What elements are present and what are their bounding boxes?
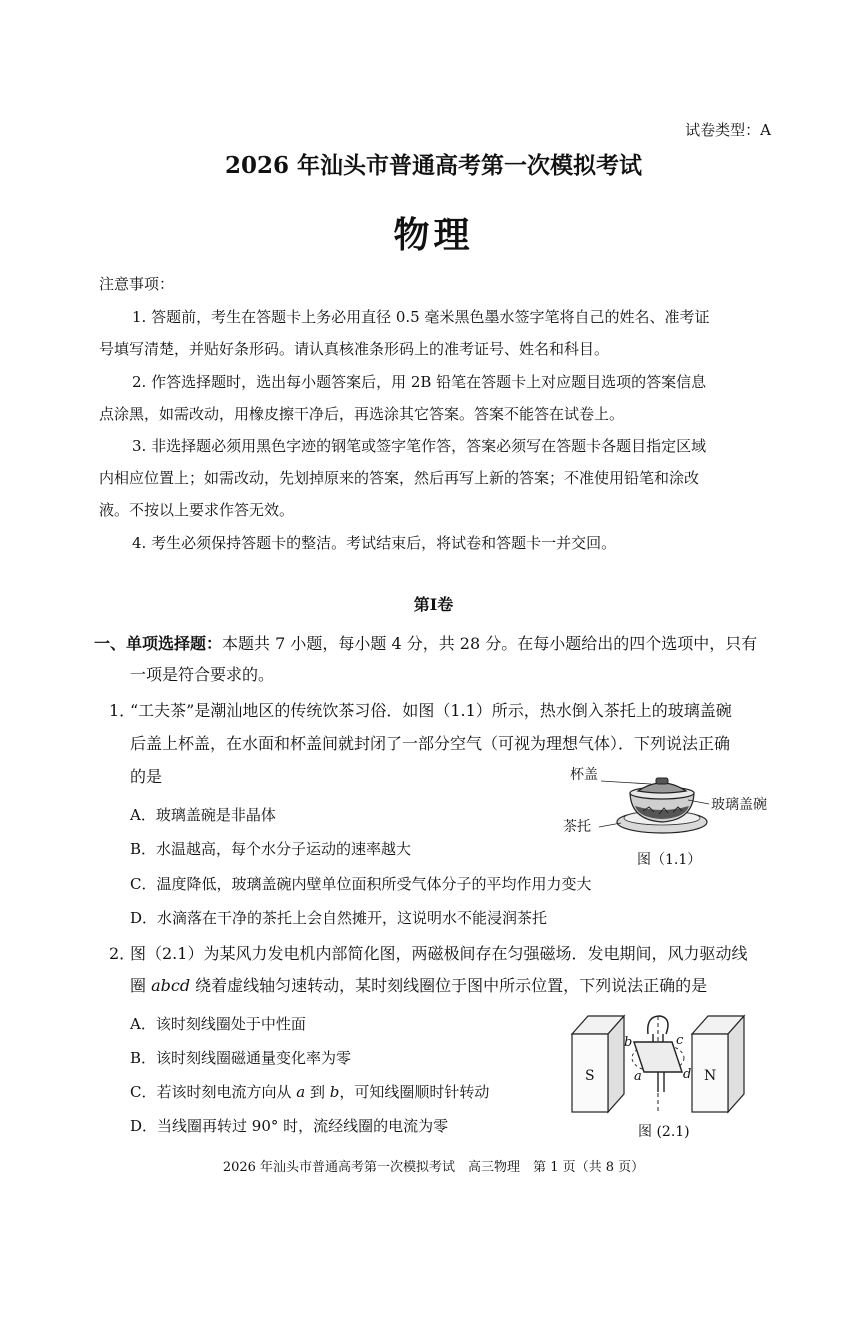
q2-coil-name: abcd: [151, 976, 191, 995]
paper-type: 试卷类型：A: [685, 121, 771, 139]
pole-n-label: N: [704, 1068, 717, 1084]
pole-s-block: [572, 1016, 624, 1112]
q2-option-d: D．当线圈再转过 90° 时，流经线圈的电流为零: [130, 1117, 449, 1135]
notice-heading: 注意事项：: [99, 275, 175, 293]
section-title: 第Ⅰ卷: [413, 595, 454, 614]
part1-heading: [94, 631, 757, 654]
q1-stem-line-3: 的是: [130, 767, 163, 786]
coil-label-a: a: [634, 1069, 642, 1084]
q2-stem-line-2-end: 绕着虚线轴匀速转动，某时刻线圈位于图中所示位置，下列说法正确的是: [190, 976, 708, 995]
pole-n-block: [692, 1016, 744, 1112]
q1-stem-line-1: “工夫茶”是潮汕地区的传统饮茶习俗．如图（1.1）所示，热水倒入茶托上的玻璃盖碗: [130, 701, 732, 720]
q2-option-c-b: b: [329, 1083, 340, 1101]
q2-option-c-end: ，可知线圈顺时针转动: [339, 1083, 490, 1101]
figure-2-1-caption: 图 (2.1): [638, 1124, 690, 1140]
q1-number: 1．: [109, 701, 136, 720]
part1-label: 一、单项选择题：: [94, 634, 223, 653]
subject-title: 物理: [393, 214, 474, 256]
notice-item-2-line-1: 2. 作答选择题时，选出每小题答案后，用 2B 铅笔在答题卡上对应题目选项的答案信息: [132, 373, 707, 391]
q2-stem-line-2-start: 圈: [130, 976, 152, 995]
q2-stem-line-1: 图（2.1）为某风力发电机内部简化图，两磁极间存在匀强磁场．发电期间，风力驱动线: [130, 944, 748, 963]
notice-item-3-line-1: 3. 非选择题必须用黑色字迹的钢笔或签字笔作答，答案必须写在答题卡各题目指定区域: [132, 437, 707, 455]
notice-item-3-line-2: 内相应位置上；如需改动，先划掉原来的答案，然后再写上新的答案；不准使用铅笔和涂改: [99, 469, 700, 487]
exam-title: 2026 年汕头市普通高考第一次模拟考试: [224, 152, 643, 179]
part1-line-2: 一项是符合要求的。: [130, 665, 275, 684]
notice-item-2-line-2: 点涂黑，如需改动，用橡皮擦干净后，再选涂其它答案。答案不能答在试卷上。: [99, 405, 625, 423]
notice-item-3-line-3: 液。不按以上要求作答无效。: [99, 501, 295, 519]
q2-stem-line-2: [130, 973, 707, 996]
part1-line-1: 本题共 7 小题，每小题 4 分，共 28 分。在每小题给出的四个选项中，只有: [222, 634, 758, 653]
q1-stem-line-2: 后盖上杯盖，在水面和杯盖间就封闭了一部分空气（可视为理想气体）．下列说法正确: [130, 734, 731, 753]
notice-item-1-line-1: 1. 答题前，考生在答题卡上务必用直径 0.5 毫米黑色墨水签字笔将自己的姓名、准考证: [132, 308, 710, 326]
figure-2-1: [568, 1008, 753, 1143]
q2-option-c-start: C．若该时刻电流方向从: [130, 1083, 297, 1101]
page-footer: 2026 年汕头市普通高考第一次模拟考试 高三物理 第 1 页（共 8 页）: [222, 1160, 645, 1175]
q2-option-c-mid: 到: [305, 1083, 330, 1101]
figure-1-1-caption: 图（1.1）: [637, 852, 702, 868]
pole-s-label: S: [585, 1068, 595, 1084]
notice-item-1-line-2: 号填写清楚，并贴好条形码。请认真核准条形码上的准考证号、姓名和科目。: [99, 340, 610, 358]
q2-option-c-a: a: [296, 1083, 306, 1101]
q2-option-c: [130, 1081, 489, 1102]
q1-option-a: A．玻璃盖碗是非晶体: [130, 806, 276, 824]
label-glass-bowl: 玻璃盖碗: [711, 797, 767, 813]
label-lid: 杯盖: [570, 767, 598, 783]
q1-option-c: C．温度降低，玻璃盖碗内壁单位面积所受气体分子的平均作用力变大: [130, 875, 592, 893]
coil-label-b: b: [624, 1035, 633, 1050]
notice-item-4-line-1: 4. 考生必须保持答题卡的整洁。考试结束后，将试卷和答题卡一并交回。: [132, 534, 617, 552]
q2-number: 2．: [109, 944, 136, 963]
q1-option-d: D．水滴落在干净的茶托上会自然摊开，这说明水不能浸润茶托: [130, 909, 548, 927]
q2-option-a: A．该时刻线圈处于中性面: [130, 1015, 306, 1033]
figure-1-1: [555, 767, 785, 876]
coil-label-c: c: [676, 1033, 684, 1048]
coil-label-d: d: [683, 1067, 692, 1082]
q1-option-b: B．水温越高，每个水分子运动的速率越大: [130, 840, 412, 858]
q2-option-b: B．该时刻线圈磁通量变化率为零: [130, 1049, 352, 1067]
label-saucer: 茶托: [563, 819, 591, 835]
